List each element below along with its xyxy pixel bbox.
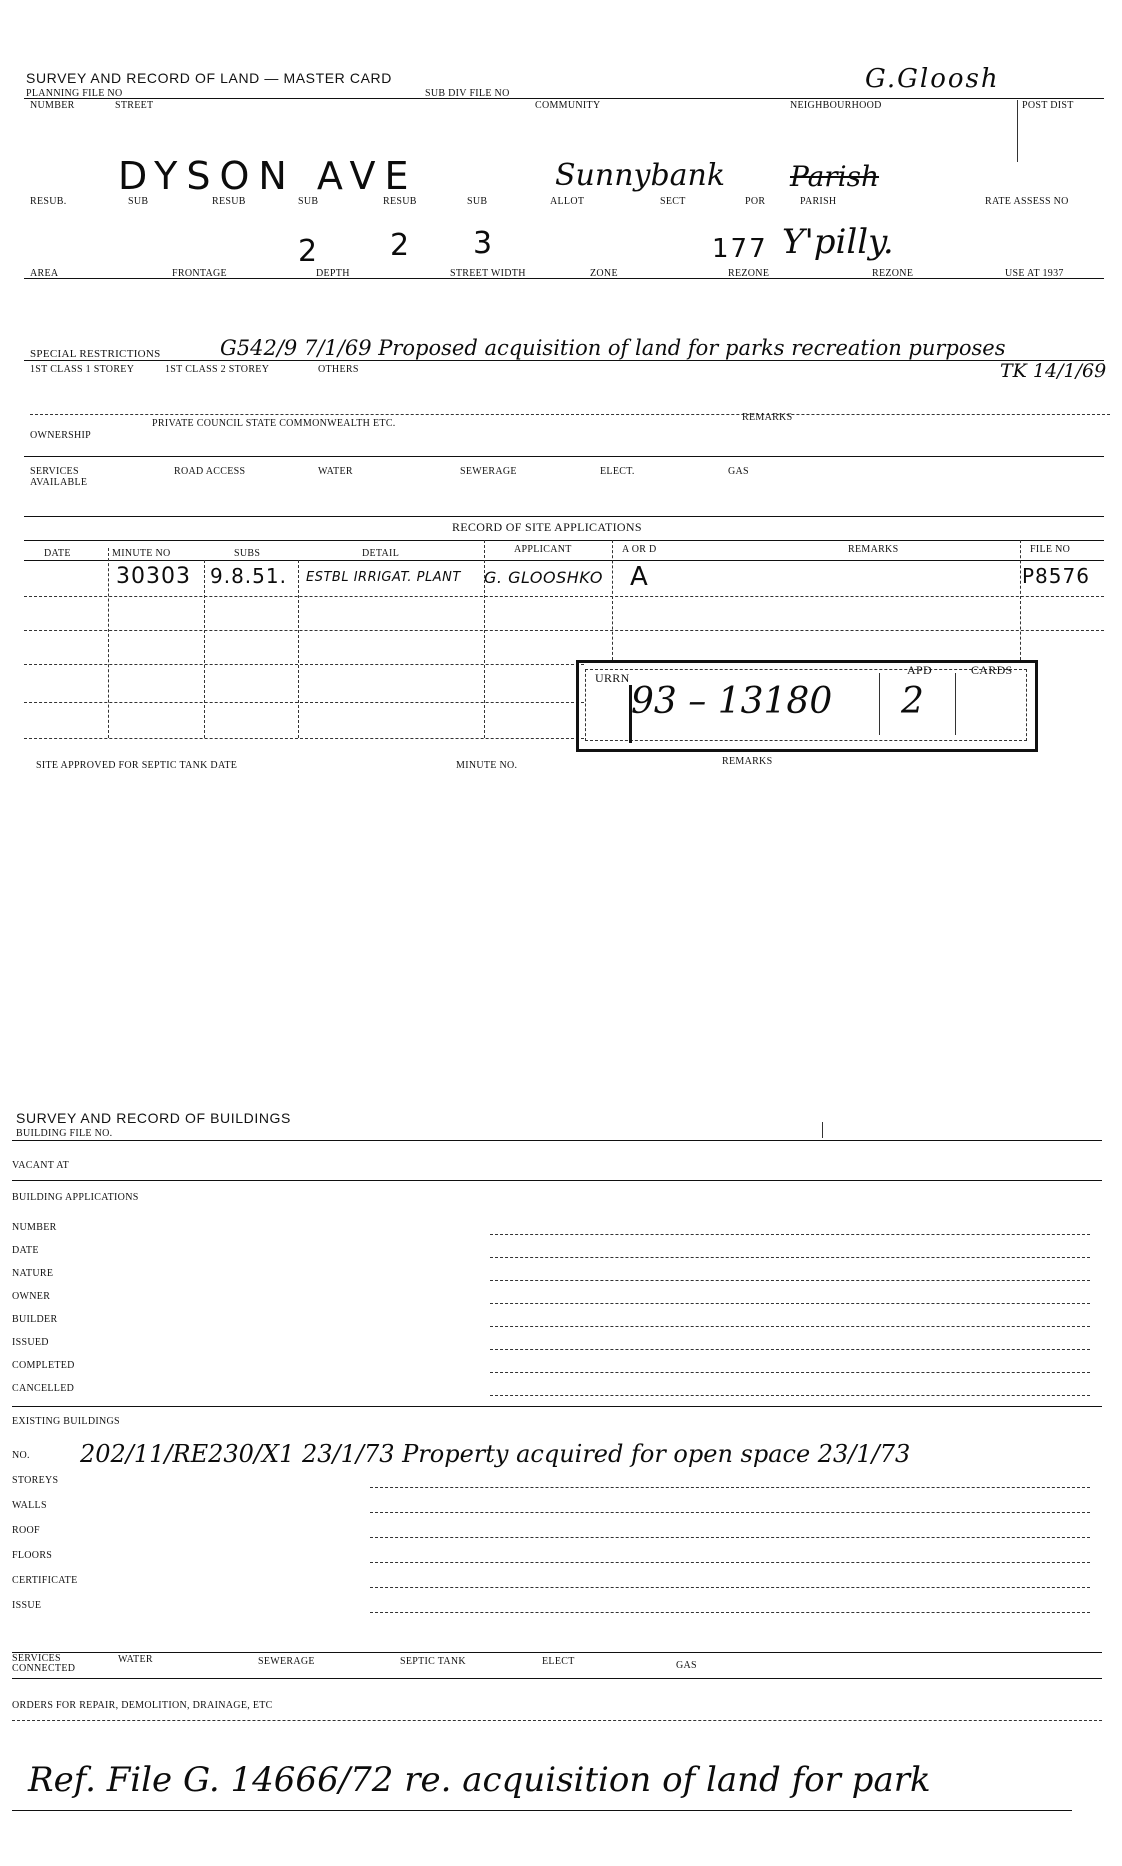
ownership-label: OWNERSHIP	[30, 430, 92, 441]
planning-file-label: PLANNING FILE NO	[26, 88, 123, 99]
apd-value: 2	[901, 681, 924, 722]
sect-value: 2	[298, 234, 320, 269]
neighbourhood-label: NEIGHBOURHOOD	[790, 100, 882, 111]
post-dist-label: POST DIST	[1022, 100, 1074, 111]
urrn-stamp	[576, 660, 1038, 752]
parish-struck-value: Parish	[790, 160, 880, 193]
septic-tank-label: SITE APPROVED FOR SEPTIC TANK DATE	[36, 760, 238, 771]
existing-building-entry: 202/11/RE230/X1 23/1/73 Property acquired for open space 23/1/73	[80, 1440, 911, 1468]
building-app-row-label: CANCELLED	[12, 1383, 75, 1394]
col-detail-label: DETAIL	[362, 548, 400, 559]
resub-label-3: RESUB	[383, 196, 417, 207]
services-available-label: SERVICES AVAILABLE	[30, 466, 88, 488]
resub-label-2: RESUB	[212, 196, 246, 207]
existing-building-row-label: WALLS	[12, 1500, 47, 1511]
building-app-row-label: NATURE	[12, 1268, 54, 1279]
existing-building-row-label: ISSUE	[12, 1600, 42, 1611]
col-subs-label: SUBS	[234, 548, 261, 559]
septic-minute-label: MINUTE NO.	[456, 760, 518, 771]
urrn-value: 93 – 13180	[631, 681, 833, 722]
building-app-row-label: BUILDER	[12, 1314, 58, 1325]
ownership-options: PRIVATE COUNCIL STATE COMMONWEALTH ETC.	[152, 418, 396, 429]
existing-building-row-label: CERTIFICATE	[12, 1575, 78, 1586]
building-app-row-label: DATE	[12, 1245, 39, 1256]
vacant-at-label: VACANT AT	[12, 1160, 70, 1171]
existing-building-row-label: STOREYS	[12, 1475, 59, 1486]
por-label: POR	[745, 196, 766, 207]
services-connected-label: SERVICES CONNECTED	[12, 1653, 76, 1674]
sewerage-label: SEWERAGE	[460, 466, 517, 477]
special-restrictions-signature: TK 14/1/69	[1000, 360, 1107, 382]
site-row-a-or-d: A	[630, 562, 650, 592]
site-row-file-no: P8576	[1022, 564, 1090, 588]
community-label: COMMUNITY	[535, 100, 601, 111]
sub-label-3: SUB	[467, 196, 488, 207]
existing-building-row-label: ROOF	[12, 1525, 40, 1536]
ownership-remarks-label: REMARKS	[742, 412, 793, 423]
por-value-c: 177	[712, 234, 768, 264]
building-card-title: SURVEY AND RECORD OF BUILDINGS	[16, 1110, 291, 1126]
building-app-row-label: OWNER	[12, 1291, 51, 1302]
street-label: STREET	[115, 100, 154, 111]
special-restrictions-label: SPECIAL RESTRICTIONS	[30, 348, 161, 360]
building-file-label: BUILDING FILE NO.	[16, 1128, 113, 1139]
sect-label: SECT	[660, 196, 686, 207]
sub-label-1: SUB	[128, 196, 149, 207]
col-applicant-label: APPLICANT	[514, 544, 572, 555]
top-right-handwriting: G.Gloosh	[865, 64, 1000, 94]
parish-value: Y'pilly.	[782, 222, 894, 262]
urrn-label: URRN	[595, 671, 630, 685]
building-app-row-label: COMPLETED	[12, 1360, 75, 1371]
class1-label: 1ST CLASS 1 STOREY	[30, 364, 135, 375]
resub-label: RESUB.	[30, 196, 67, 207]
others-label: OTHERS	[318, 364, 359, 375]
bldg-water-label: WATER	[118, 1654, 153, 1665]
parish-label: PARISH	[800, 196, 837, 207]
rezone-label-1: REZONE	[728, 268, 770, 279]
community-value: Sunnybank	[555, 158, 726, 193]
col-date-label: DATE	[44, 548, 71, 559]
site-row-applicant: G. GLOOSHKO	[484, 568, 603, 587]
land-card-title: SURVEY AND RECORD OF LAND — MASTER CARD	[26, 70, 392, 86]
apd-label: APD	[907, 663, 932, 677]
street-value: DYSON AVE	[118, 154, 418, 198]
orders-label: ORDERS FOR REPAIR, DEMOLITION, DRAINAGE, ETC	[12, 1700, 273, 1711]
allot-label: ALLOT	[550, 196, 585, 207]
bldg-sewerage-label: SEWERAGE	[258, 1656, 315, 1667]
col-remarks-label: REMARKS	[848, 544, 899, 555]
site-row-minute: 30303	[116, 564, 191, 589]
sub-label-2: SUB	[298, 196, 319, 207]
site-row-detail: ESTBL IRRIGAT. PLANT	[306, 570, 461, 585]
street-width-label: STREET WIDTH	[450, 268, 526, 279]
existing-building-row-label: FLOORS	[12, 1550, 53, 1561]
por-value-b: 3	[473, 226, 495, 261]
rezone-label-2: REZONE	[872, 268, 914, 279]
por-value-a: 2	[390, 228, 412, 263]
bldg-septic-label: SEPTIC TANK	[400, 1656, 466, 1667]
use-at-label: USE AT 1937	[1005, 268, 1064, 279]
area-label: AREA	[30, 268, 59, 279]
rate-assess-label: RATE ASSESS NO	[985, 196, 1069, 207]
building-app-row-label: NUMBER	[12, 1222, 57, 1233]
building-applications-heading: BUILDING APPLICATIONS	[12, 1192, 139, 1203]
bldg-gas-label: GAS	[676, 1660, 697, 1671]
depth-label: DEPTH	[316, 268, 350, 279]
bldg-elect-label: ELECT	[542, 1656, 575, 1667]
building-app-row-label: ISSUED	[12, 1337, 49, 1348]
number-label: NUMBER	[30, 100, 75, 111]
col-minute-label: MINUTE NO	[112, 548, 171, 559]
cards-label: CARDS	[971, 663, 1013, 677]
water-label: WATER	[318, 466, 353, 477]
class2-label: 1ST CLASS 2 STOREY	[165, 364, 270, 375]
frontage-label: FRONTAGE	[172, 268, 227, 279]
col-file-no-label: FILE NO	[1030, 544, 1071, 555]
existing-buildings-heading: EXISTING BUILDINGS	[12, 1416, 120, 1427]
zone-label: ZONE	[590, 268, 618, 279]
septic-remarks-label: REMARKS	[722, 756, 773, 767]
orders-text: Ref. File G. 14666/72 re. acquisition of land for park	[28, 1760, 931, 1800]
site-row-subs: 9.8.51.	[210, 564, 287, 588]
elect-label: ELECT.	[600, 466, 635, 477]
col-a-or-d-label: A OR D	[622, 544, 657, 555]
site-applications-title: RECORD OF SITE APPLICATIONS	[452, 520, 642, 534]
existing-building-row-label: NO.	[12, 1450, 30, 1461]
gas-label: GAS	[728, 466, 749, 477]
road-access-label: ROAD ACCESS	[174, 466, 246, 477]
special-restrictions-text: G542/9 7/1/69 Proposed acquisition of land for parks recreation purposes	[220, 336, 1006, 360]
sub-div-file-label: SUB DIV FILE NO	[425, 88, 510, 99]
